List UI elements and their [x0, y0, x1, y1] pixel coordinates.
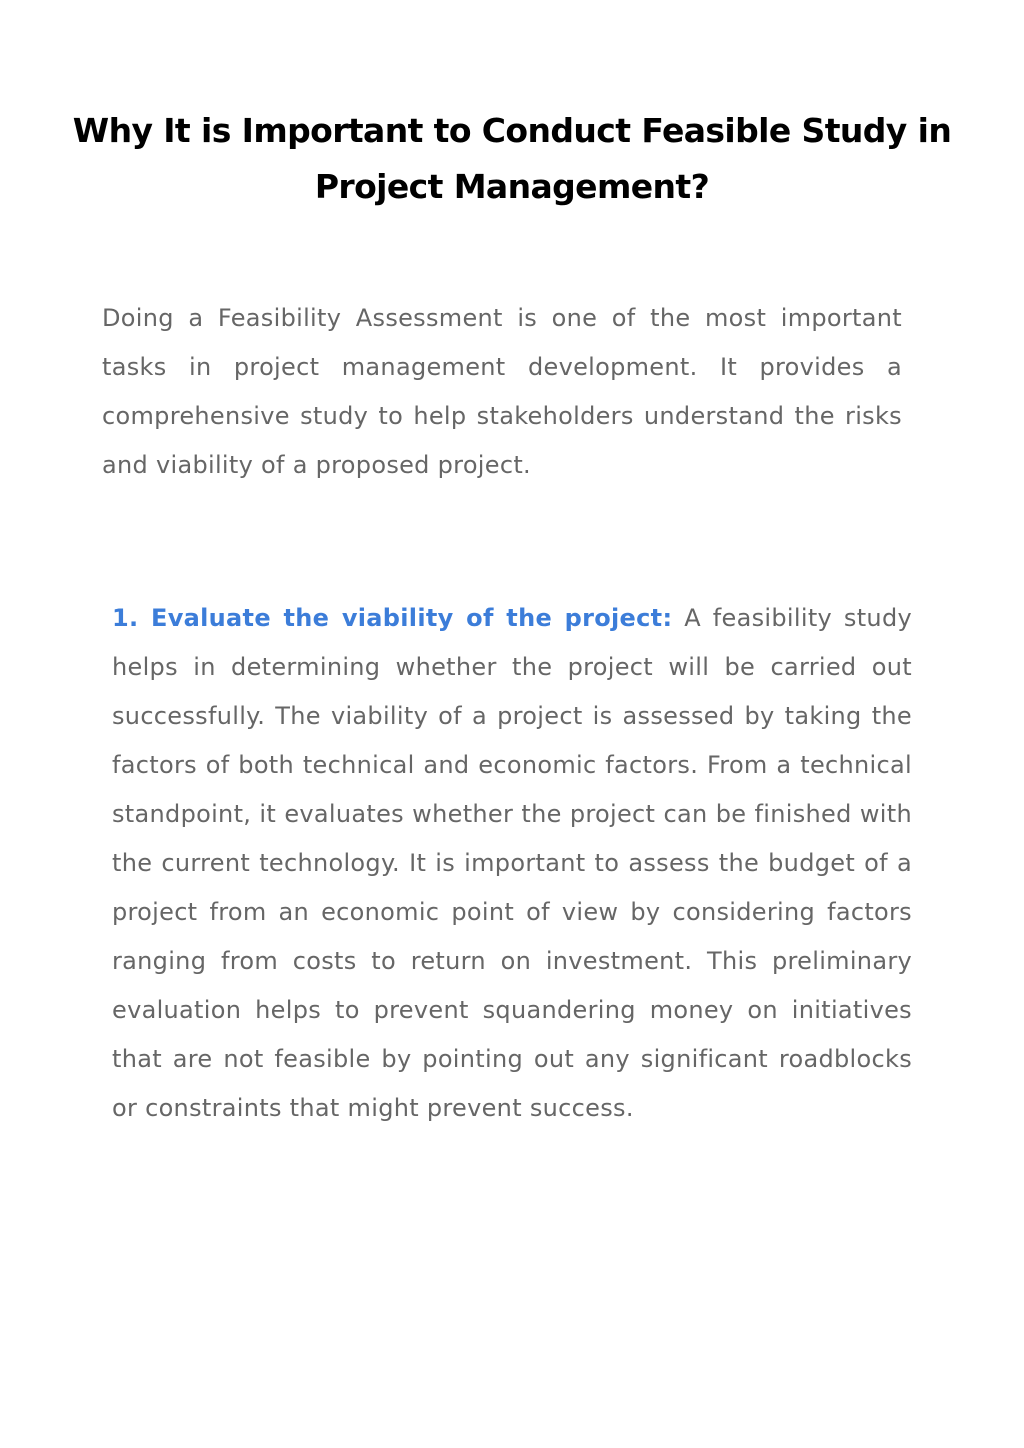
- section-body: A feasibility study helps in determining whether the project will be carried out successfully. The viability of a project is assessed by taking the factors of both technical and economic factors. From a technical standpoint, it evaluates whether the project can be finished with the current technology. It is important to assess the budget of a project from an economic point of view by considering factors ranging from costs to return on investment. This preliminary evaluation helps to prevent squandering money on initiatives that are not feasible by pointing out any significant roadblocks or constraints that might prevent success.: [112, 604, 912, 1122]
- intro-paragraph: Doing a Feasibility Assessment is one of the most important tasks in project management development. It provides a comprehensive study to help stakeholders understand the risks and viability of a proposed project.: [102, 304, 902, 479]
- section-heading: 1. Evaluate the viability of the project:: [112, 604, 673, 632]
- document-title: Why It is Important to Conduct Feasible Study in Project Management?: [72, 111, 952, 206]
- section-1: [112, 594, 912, 1133]
